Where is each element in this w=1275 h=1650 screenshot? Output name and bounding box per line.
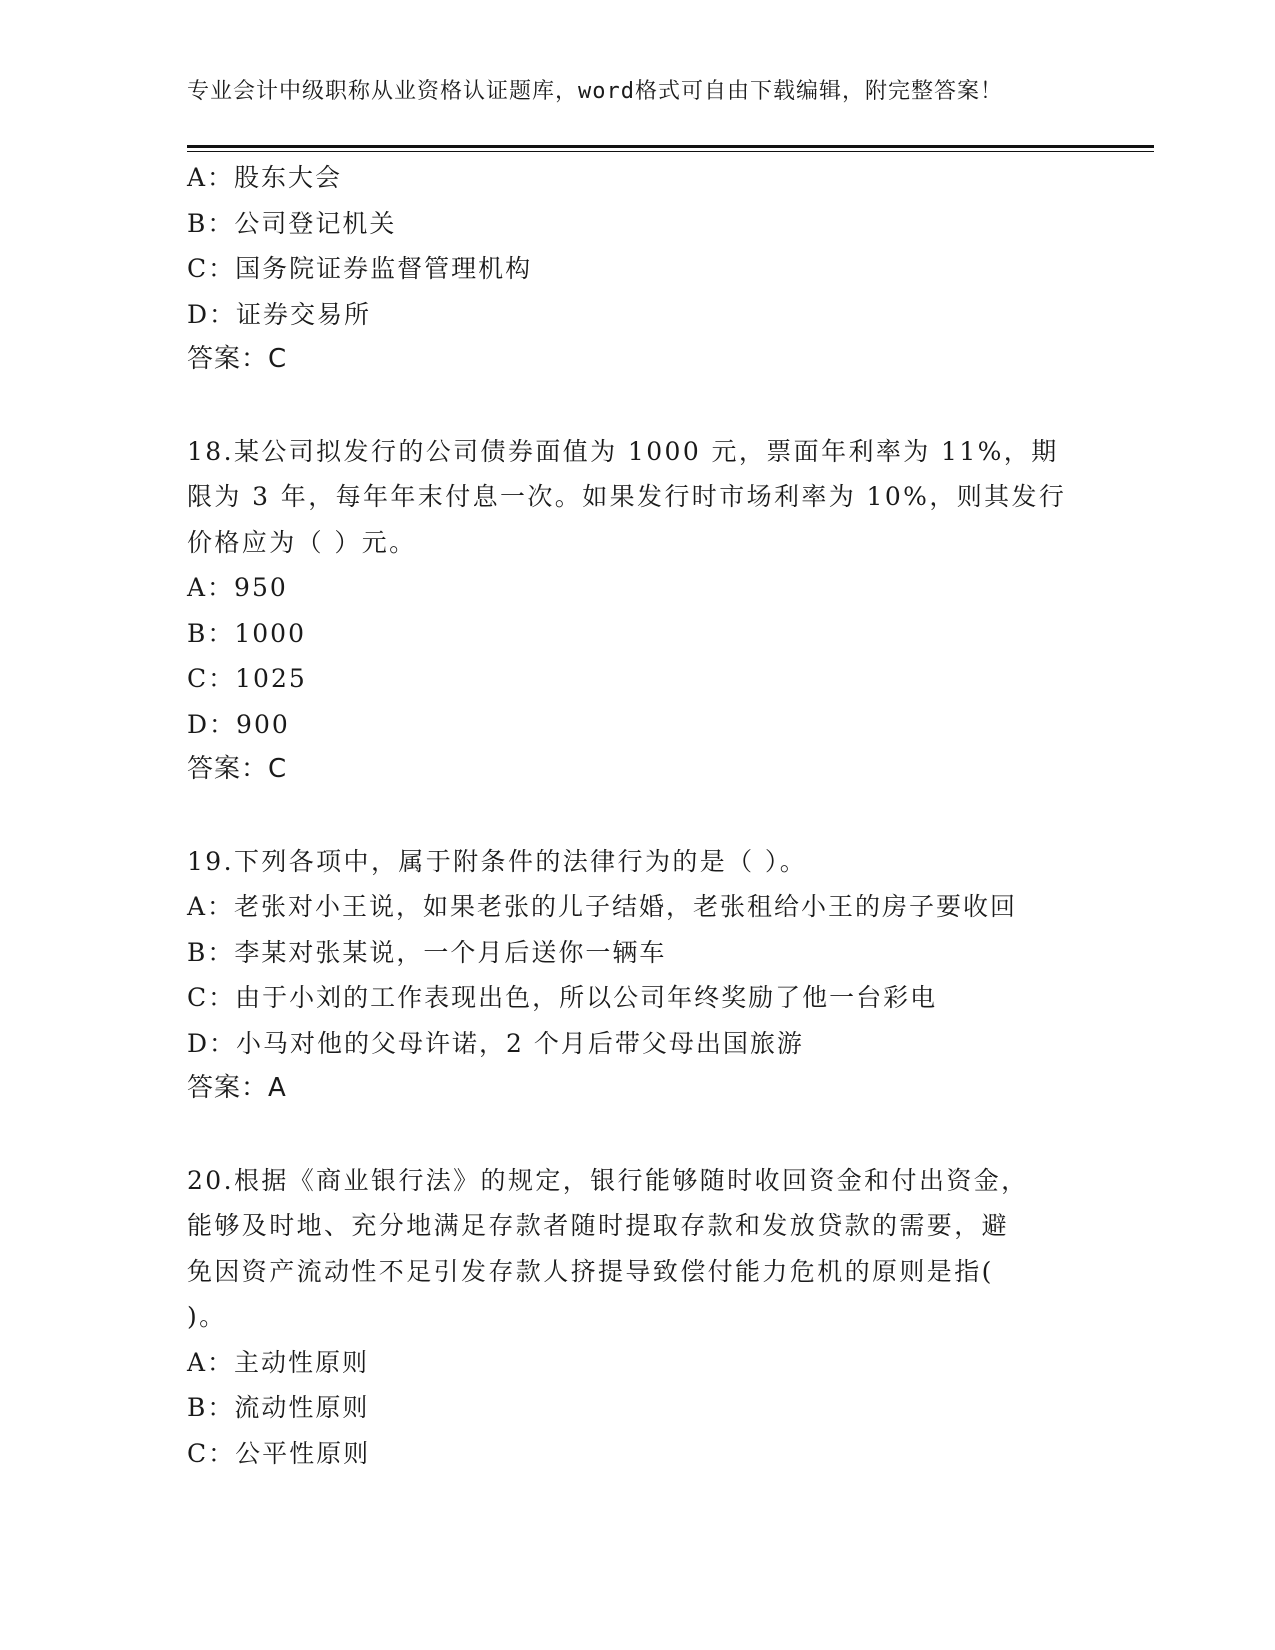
correct-answer: 答案：C — [187, 344, 288, 374]
question-stem — [187, 429, 1087, 566]
answer-option: D：证券交易所 — [187, 299, 372, 329]
correct-answer: 答案：A — [187, 1073, 287, 1103]
block-spacer — [187, 383, 1087, 429]
question-stem-line: 价格应为（ ）元。 — [187, 527, 417, 557]
answer-option: C：国务院证券监督管理机构 — [187, 254, 533, 283]
question-stem-line: 限为 3 年，每年年末付息一次。如果发行时市场利率为 10%，则其发行 — [187, 482, 1067, 511]
question-block-q19 — [187, 839, 1087, 1112]
question-stem-line: 19.下列各项中，属于附条件的法律行为的是（ ）。 — [187, 846, 808, 876]
answer-option: A：股东大会 — [187, 163, 343, 192]
answer-option: D：900 — [187, 709, 290, 739]
question-stem-line: )。 — [187, 1302, 227, 1331]
answer-option: B：流动性原则 — [187, 1393, 370, 1422]
answer-option: C：由于小刘的工作表现出色，所以公司年终奖励了他一台彩电 — [187, 983, 938, 1012]
question-stem-line: 能够及时地、充分地满足存款者随时提取存款和发放贷款的需要，避 — [187, 1211, 1010, 1240]
question-stem — [187, 839, 1087, 885]
block-spacer — [187, 1112, 1087, 1158]
question-stem-line: 免因资产流动性不足引发存款人挤提导致偿付能力危机的原则是指( — [187, 1256, 994, 1286]
answer-option: A：950 — [187, 573, 288, 602]
question-stem — [187, 1158, 1087, 1340]
block-spacer — [187, 793, 1087, 839]
answer-option: A：主动性原则 — [187, 1347, 370, 1377]
question-block-q17 — [187, 155, 1087, 383]
question-stem-line: 20.根据《商业银行法》的规定，银行能够随时收回资金和付出资金， — [187, 1165, 1029, 1195]
question-list — [187, 155, 1087, 1476]
answer-option: C：1025 — [187, 664, 307, 693]
question-block-q18 — [187, 429, 1087, 793]
header-rule-thick — [187, 145, 1154, 148]
answer-option: B：1000 — [187, 618, 306, 648]
question-block-q20 — [187, 1158, 1087, 1477]
header-rule-thin — [187, 151, 1154, 152]
correct-answer: 答案：C — [187, 754, 288, 784]
question-stem-line: 18.某公司拟发行的公司债券面值为 1000 元，票面年利率为 11%，期 — [187, 436, 1059, 466]
page-header-title: 专业会计中级职称从业资格认证题库，word格式可自由下载编辑，附完整答案！ — [187, 79, 1003, 104]
answer-option: A：老张对小王说，如果老张的儿子结婚，老张租给小王的房子要收回 — [187, 892, 1018, 921]
answer-option: B：公司登记机关 — [187, 208, 397, 238]
answer-option: B：李某对张某说，一个月后送你一辆车 — [187, 937, 667, 967]
answer-option: D：小马对他的父母许诺，2 个月后带父母出国旅游 — [187, 1028, 804, 1058]
answer-option: C：公平性原则 — [187, 1438, 371, 1468]
